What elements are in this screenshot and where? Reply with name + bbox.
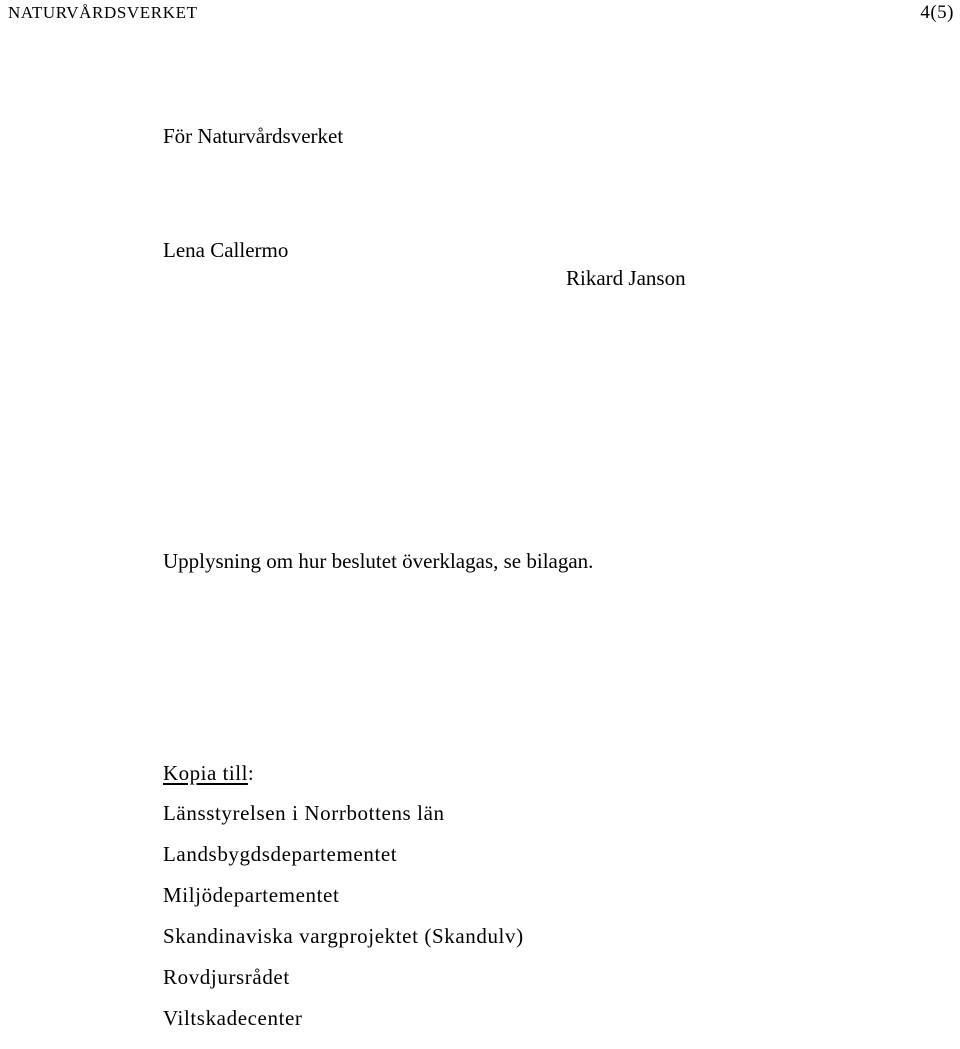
copy-to-heading-label: Kopia till	[163, 761, 248, 785]
copy-recipient: Viltskadecenter	[163, 1006, 303, 1030]
signatory-name-2: Rikard Janson	[566, 266, 686, 290]
copy-recipient: Länsstyrelsen i Norrbottens län	[163, 801, 445, 825]
on-behalf-line: För Naturvårdsverket	[163, 124, 344, 148]
copy-to-heading	[163, 763, 254, 784]
copy-recipient: Skandinaviska vargprojektet (Skandulv)	[163, 924, 524, 948]
copy-recipient-list	[163, 803, 524, 1049]
copy-recipient: Landsbygdsdepartementet	[163, 842, 398, 866]
copy-recipient: Rovdjursrådet	[163, 965, 290, 989]
copy-to-heading-colon: :	[247, 761, 255, 785]
page-number: 4(5)	[920, 2, 954, 23]
header-organization: NATURVÅRDSVERKET	[8, 3, 198, 22]
signatory-name-1: Lena Callermo	[163, 238, 289, 262]
appeal-notice: Upplysning om hur beslutet överklagas, se bilagan.	[163, 549, 594, 573]
copy-recipient: Miljödepartementet	[163, 883, 340, 907]
